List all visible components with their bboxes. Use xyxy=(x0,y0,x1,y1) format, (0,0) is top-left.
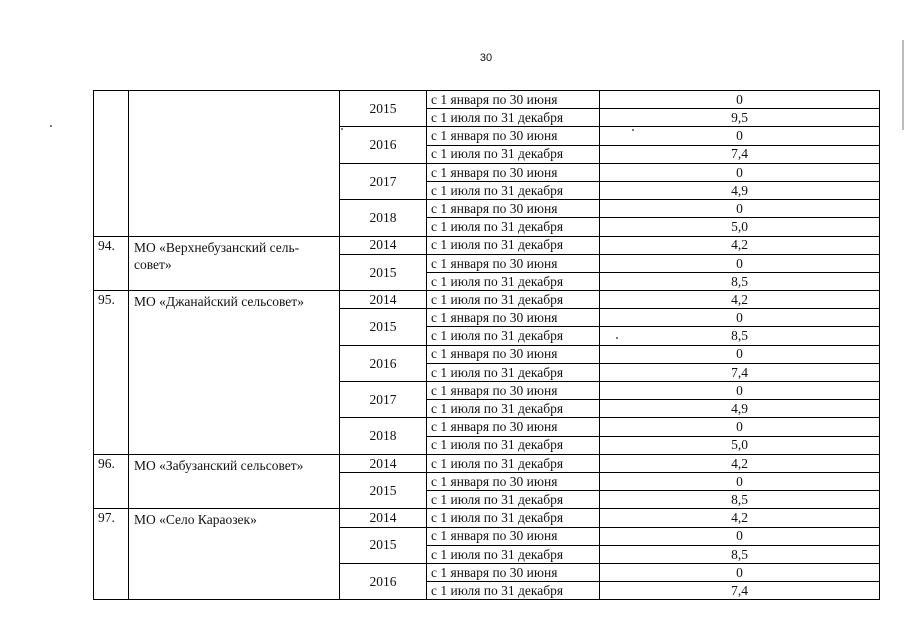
value-cell: 8,5 xyxy=(600,491,880,509)
year-cell: 2014 xyxy=(340,509,427,527)
period-cell: с 1 июля по 31 декабря xyxy=(427,491,600,509)
scan-speck xyxy=(341,128,343,130)
municipality-name: МО «Верхнебузанский сель-совет» xyxy=(129,236,340,291)
period-cell: с 1 января по 30 июня xyxy=(427,163,600,181)
value-cell: 7,4 xyxy=(600,363,880,381)
table-row xyxy=(94,509,880,527)
period-cell: с 1 июля по 31 декабря xyxy=(427,291,600,309)
period-cell: с 1 января по 30 июня xyxy=(427,91,600,109)
period-cell: с 1 июля по 31 декабря xyxy=(427,509,600,527)
year-cell: 2014 xyxy=(340,291,427,309)
year-cell: 2015 xyxy=(340,254,427,290)
table-row xyxy=(94,91,880,109)
period-cell: с 1 июля по 31 декабря xyxy=(427,327,600,345)
value-cell: 4,2 xyxy=(600,291,880,309)
value-cell: 4,2 xyxy=(600,236,880,254)
year-cell: 2014 xyxy=(340,236,427,254)
table-row xyxy=(94,291,880,309)
table-row xyxy=(94,236,880,254)
period-cell: с 1 июля по 31 декабря xyxy=(427,400,600,418)
period-cell: с 1 июля по 31 декабря xyxy=(427,218,600,236)
value-cell: 8,5 xyxy=(600,272,880,290)
value-cell: 0 xyxy=(600,418,880,436)
year-cell: 2018 xyxy=(340,418,427,454)
value-cell: 0 xyxy=(600,163,880,181)
period-cell: с 1 июля по 31 декабря xyxy=(427,582,600,600)
value-cell: 8,5 xyxy=(600,545,880,563)
entry-number: 94. xyxy=(94,236,129,291)
value-cell: 4,9 xyxy=(600,400,880,418)
year-cell: 2017 xyxy=(340,163,427,199)
period-cell: с 1 января по 30 июня xyxy=(427,382,600,400)
period-cell: с 1 июля по 31 декабря xyxy=(427,109,600,127)
entry-number: 95. xyxy=(94,291,129,455)
value-cell: 4,2 xyxy=(600,509,880,527)
period-cell: с 1 января по 30 июня xyxy=(427,309,600,327)
period-cell: с 1 января по 30 июня xyxy=(427,563,600,581)
period-cell: с 1 июля по 31 декабря xyxy=(427,145,600,163)
value-cell: 7,4 xyxy=(600,145,880,163)
municipality-name: МО «Забузанский сельсовет» xyxy=(129,454,340,509)
municipality-name: МО «Джанайский сельсовет» xyxy=(129,291,340,455)
period-cell: с 1 июля по 31 декабря xyxy=(427,454,600,472)
value-cell: 0 xyxy=(600,309,880,327)
value-cell: 4,9 xyxy=(600,181,880,199)
entry-number xyxy=(94,91,129,237)
period-cell: с 1 июля по 31 декабря xyxy=(427,181,600,199)
municipality-name: МО «Село Караозек» xyxy=(129,509,340,600)
year-cell: 2015 xyxy=(340,91,427,127)
tariff-table xyxy=(93,90,880,600)
value-cell: 9,5 xyxy=(600,109,880,127)
table-body xyxy=(94,91,880,600)
period-cell: с 1 января по 30 июня xyxy=(427,200,600,218)
period-cell: с 1 января по 30 июня xyxy=(427,127,600,145)
value-cell: 8,5 xyxy=(600,327,880,345)
value-cell: 5,0 xyxy=(600,436,880,454)
period-cell: с 1 июля по 31 декабря xyxy=(427,272,600,290)
period-cell: с 1 июля по 31 декабря xyxy=(427,236,600,254)
year-cell: 2017 xyxy=(340,382,427,418)
value-cell: 0 xyxy=(600,563,880,581)
period-cell: с 1 июля по 31 декабря xyxy=(427,545,600,563)
scan-speck xyxy=(50,125,52,127)
page-number-text: 30 xyxy=(479,52,493,64)
value-cell: 0 xyxy=(600,527,880,545)
value-cell: 0 xyxy=(600,345,880,363)
scan-speck xyxy=(632,129,634,131)
year-cell: 2014 xyxy=(340,454,427,472)
value-cell: 0 xyxy=(600,472,880,490)
value-cell: 0 xyxy=(600,254,880,272)
entry-number: 96. xyxy=(94,454,129,509)
period-cell: с 1 января по 30 июня xyxy=(427,527,600,545)
year-cell: 2015 xyxy=(340,527,427,563)
period-cell: с 1 января по 30 июня xyxy=(427,418,600,436)
entry-number: 97. xyxy=(94,509,129,600)
value-cell: 7,4 xyxy=(600,582,880,600)
value-cell: 0 xyxy=(600,91,880,109)
scan-speck xyxy=(616,337,618,339)
table-row xyxy=(94,454,880,472)
period-cell: с 1 января по 30 июня xyxy=(427,472,600,490)
period-cell: с 1 июля по 31 декабря xyxy=(427,436,600,454)
year-cell: 2016 xyxy=(340,345,427,381)
value-cell: 0 xyxy=(600,200,880,218)
year-cell: 2016 xyxy=(340,127,427,163)
value-cell: 0 xyxy=(600,382,880,400)
period-cell: с 1 января по 30 июня xyxy=(427,345,600,363)
scan-edge-mark xyxy=(902,40,904,130)
year-cell: 2016 xyxy=(340,563,427,599)
value-cell: 5,0 xyxy=(600,218,880,236)
year-cell: 2018 xyxy=(340,200,427,236)
value-cell: 4,2 xyxy=(600,454,880,472)
period-cell: с 1 января по 30 июня xyxy=(427,254,600,272)
period-cell: с 1 июля по 31 декабря xyxy=(427,363,600,381)
value-cell: 0 xyxy=(600,127,880,145)
year-cell: 2015 xyxy=(340,472,427,508)
municipality-name xyxy=(129,91,340,237)
page-number xyxy=(0,52,905,64)
year-cell: 2015 xyxy=(340,309,427,345)
